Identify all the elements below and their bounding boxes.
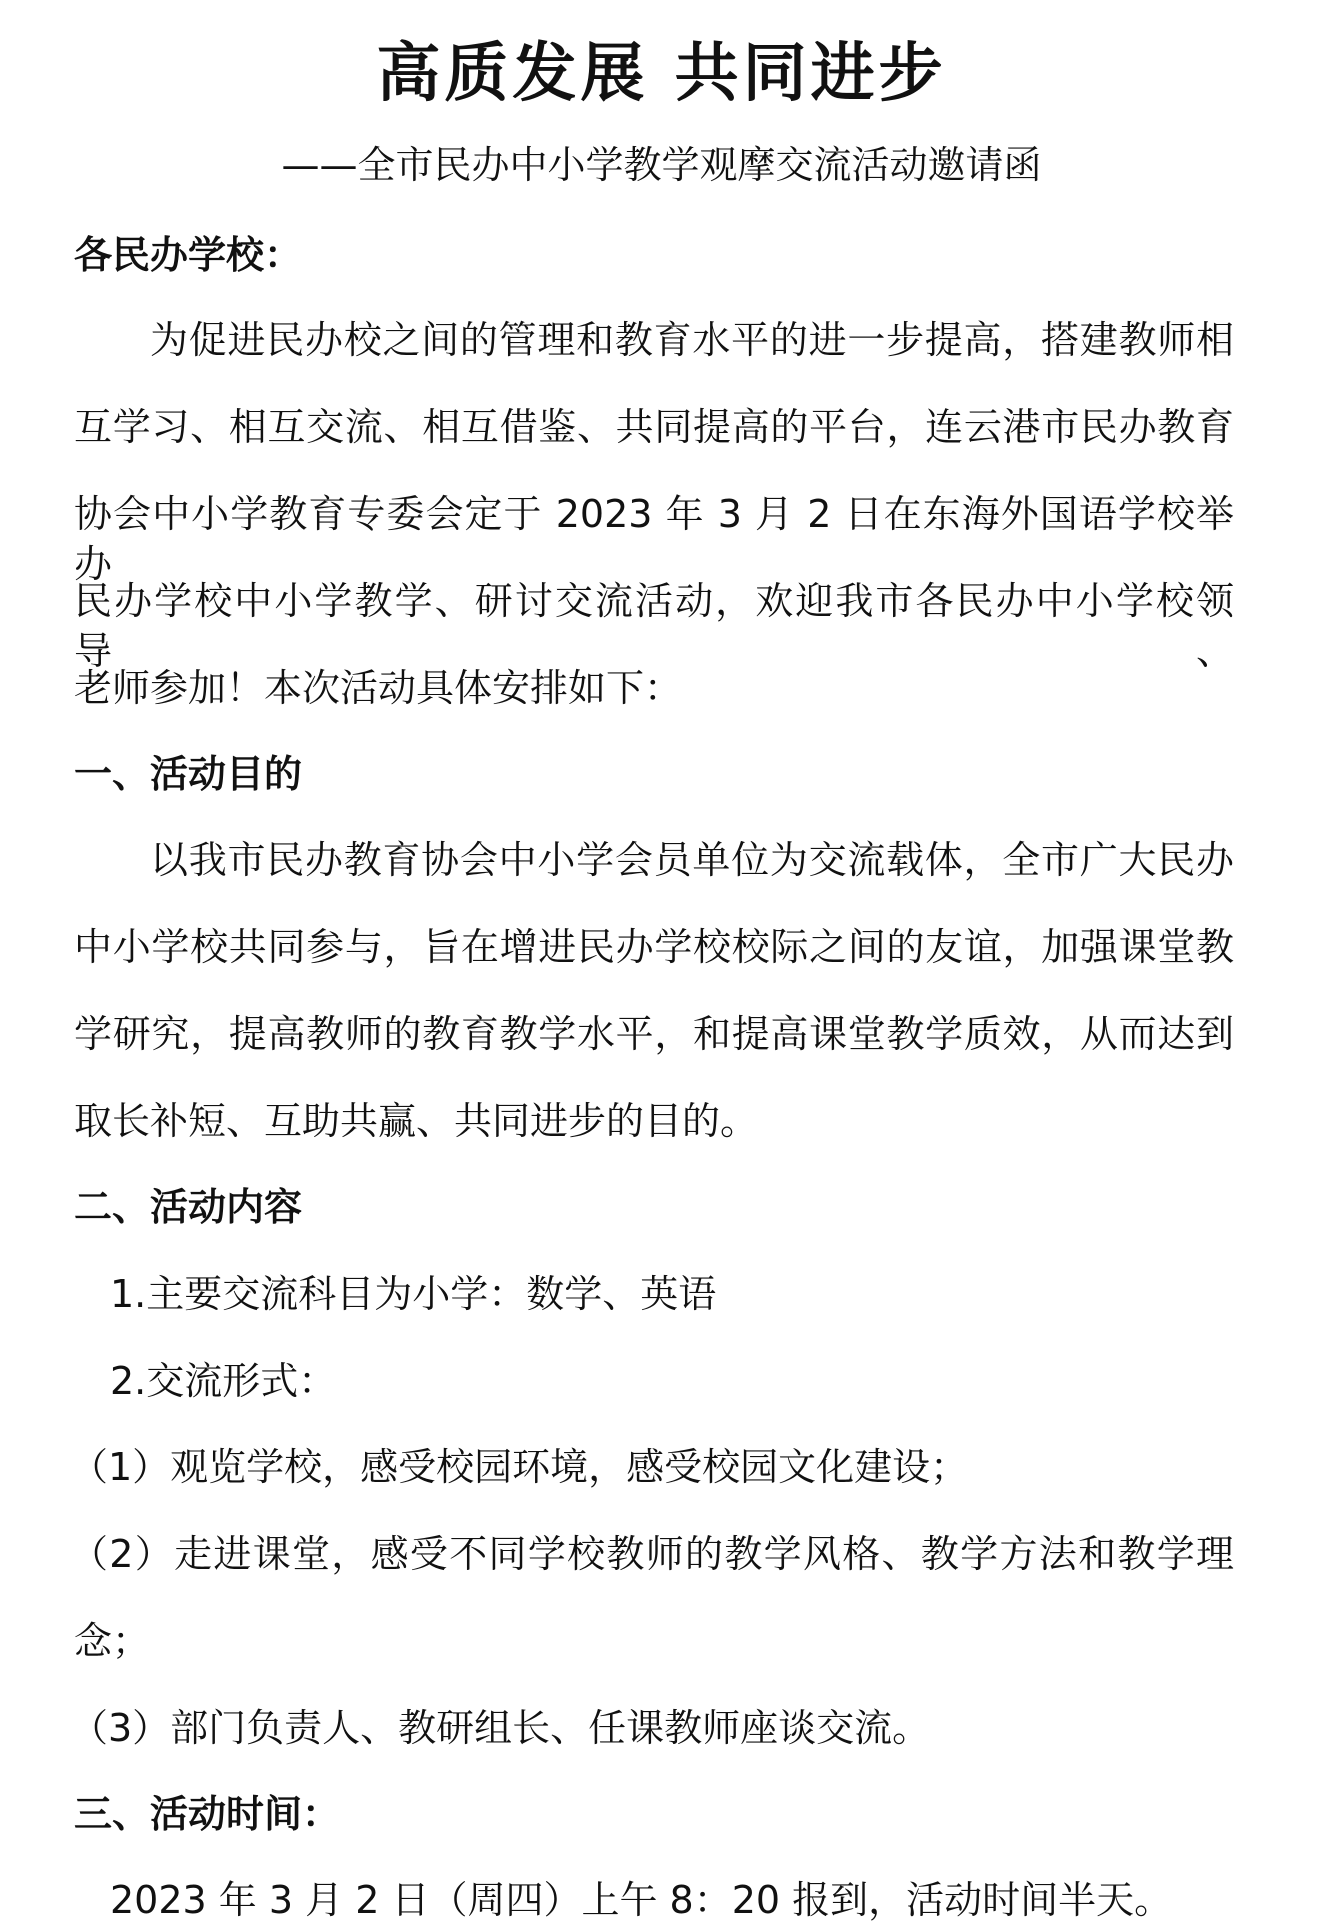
purpose-line: 以我市民办教育协会中小学会员单位为交流载体，全市广大民办 — [150, 838, 1234, 882]
section-heading-content: 二、活动内容 — [74, 1185, 303, 1229]
purpose-line: 学研究，提高教师的教育教学水平，和提高课堂教学质效，从而达到 — [74, 1012, 1234, 1056]
document-title: 高质发展 共同进步 — [376, 37, 947, 111]
document-subtitle: ——全市民办中小学教学观摩交流活动邀请函 — [281, 143, 1042, 187]
section-heading-time: 三、活动时间： — [74, 1792, 341, 1836]
content-subitem: （1）观览学校，感受校园环境，感受校园文化建设； — [70, 1445, 969, 1489]
content-item: 1.主要交流科目为小学：数学、英语 — [110, 1272, 717, 1316]
content-subitem: （3）部门负责人、教研组长、任课教师座谈交流。 — [70, 1706, 931, 1750]
intro-line: 老师参加！本次活动具体安排如下： — [74, 666, 683, 710]
purpose-line: 取长补短、互助共赢、共同进步的目的。 — [74, 1099, 759, 1143]
salutation: 各民办学校： — [74, 233, 303, 277]
intro-line: 民办学校中小学教学、研讨交流活动，欢迎我市各民办中小学校领导、 — [74, 579, 1234, 673]
intro-line: 为促进民办校之间的管理和教育水平的进一步提高，搭建教师相 — [150, 318, 1234, 362]
intro-line: 协会中小学教育专委会定于 2023 年 3 月 2 日在东海外国语学校举办 — [74, 492, 1234, 586]
section-heading-purpose: 一、活动目的 — [74, 752, 303, 796]
purpose-line: 中小学校共同参与，旨在增进民办学校校际之间的友谊，加强课堂教 — [74, 925, 1234, 969]
content-item: 2.交流形式： — [110, 1359, 337, 1403]
intro-line: 互学习、相互交流、相互借鉴、共同提高的平台，连云港市民办教育 — [74, 405, 1234, 449]
content-subitem-continued: 念； — [74, 1619, 151, 1663]
content-subitem: （2）走进课堂，感受不同学校教师的教学风格、教学方法和教学理 — [70, 1532, 1234, 1576]
time-line: 2023 年 3 月 2 日（周四）上午 8：20 报到，活动时间半天。 — [110, 1878, 1173, 1922]
